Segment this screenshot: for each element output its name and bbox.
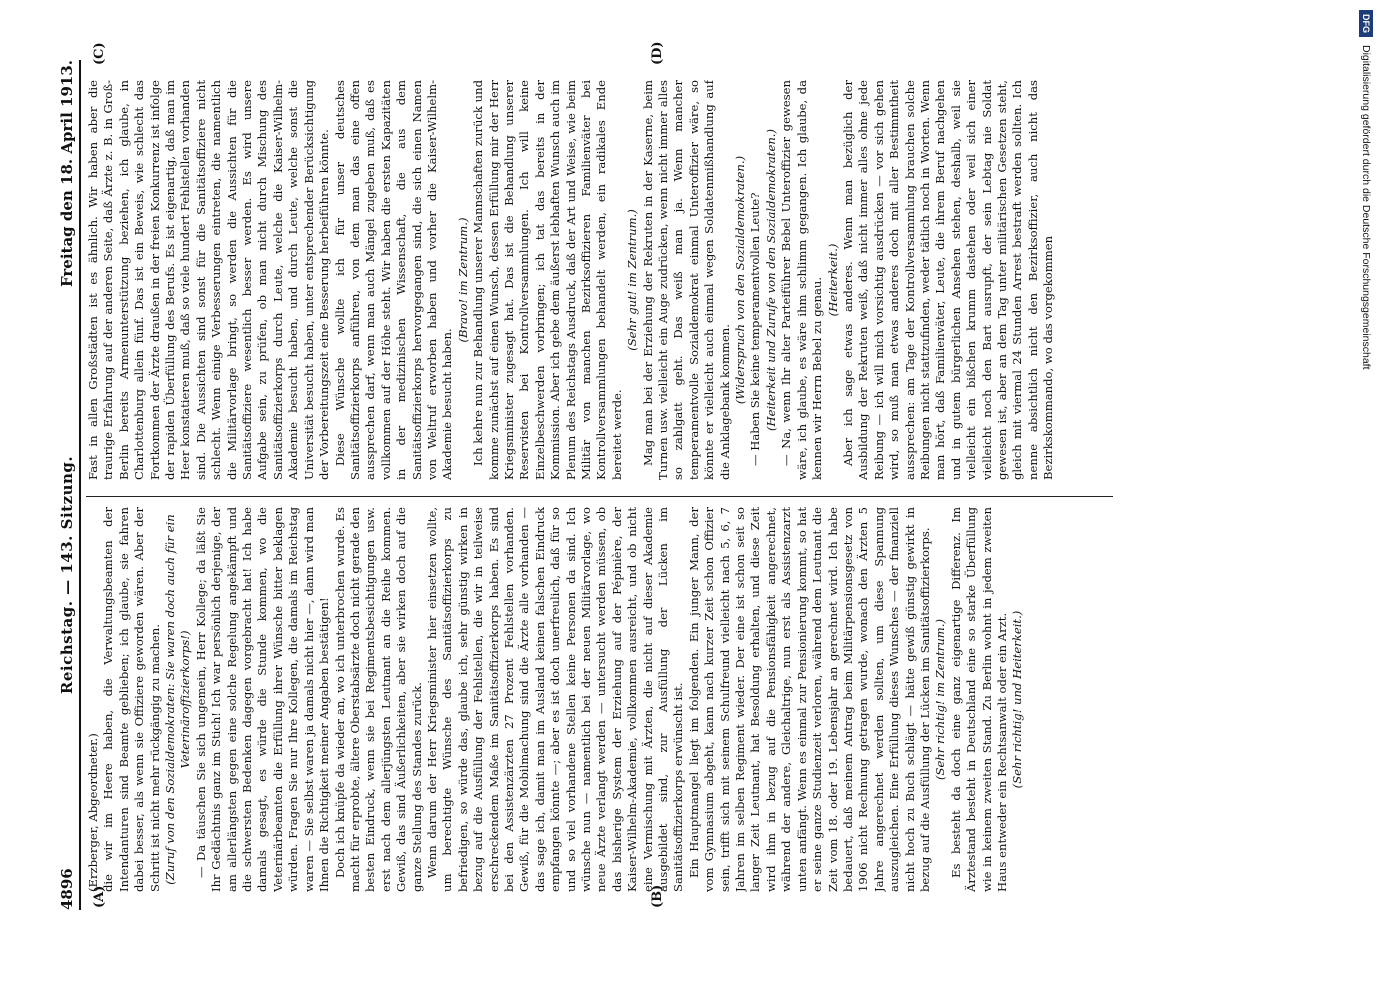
interjection: (Sehr richtig! im Zentrum.) bbox=[933, 619, 948, 781]
page-header bbox=[50, 60, 81, 910]
paragraph: Ich kehre nun zur Behandlung unserer Mannschaften zurück und komme zunächst auf einen Wunsch, dessen Erfüllung mir der Herr Kriegsminister zugesagt hat. Das ist die Behandlung unserer Reservisten bei Kontrollversammlungen. Ich will keine Einzelbeschwerden vorbringen; ich tat das bereits in der Kommission. Aber ich gebe dem äußerst lebhaften Wunsch auch im Plenum des Reichstags Ausdruck, daß der Art und Weise, wie beim Militär von manchen Bezirksoffizieren Familienväter bei Kontrollversammlungen behandelt werden, ein radikales Ende bereitet werde. bbox=[471, 80, 624, 480]
paragraph: Wenn darum der Herr Kriegsminister hier einsetzen wollte, um berechtigte Wünsche des Sanitätsoffizierkorps zu befriedigen, so würde das, glaube ich, sehr günstig wirken in bezug auf die Ausfüllung der Fehlstellen, die wir in teilweise erschreckendem Maße im Sanitätsoffizierkorps haben. Es sind bei den Assistenzärzten 27 Prozent Fehlstellen vorhanden. Gewiß, für die Mobilmachung sind die Ärzte alle vorhanden — das sage ich, damit man im Ausland keinen falschen Eindruck empfangen könnte —; aber es ist doch unerfreulich, daß für so und so viel vorhandene Stellen keine Personen da sind. Ich wünsche nun — namentlich bei der neuen Militärvorlage, wo neue Ärzte verlangt werden — untersucht werden müssen, ob das bisherige System der Erziehung auf der Pépinière, der Kaiser-Wilhelm-Akademie, vollkommen ausreicht, und ob nicht eine Vermischung mit Ärzten, die nicht auf dieser Akademie ausgebildet sind, zur Ausfüllung der Lücken im Sanitätsoffizierkorps erwünscht ist. bbox=[424, 507, 686, 892]
interjection: (Sehr richtig! und Heiterkeit.) bbox=[1010, 610, 1025, 789]
page-number: 4896 bbox=[58, 868, 76, 910]
digitization-credit bbox=[1355, 10, 1377, 990]
paragraph: Diese Wünsche wollte ich für unser deutsches Sanitätsoffizierkorps anführen, von dem man das eine offen aussprechen darf, wenn man auch Mängel zugeben muß, daß es vollkommen auf der Höhe steht. Wir haben die ersten Kapazitäten in der medizinischen Wissenschaft, die aus dem Sanitätsoffizierkorps hervorgegangen sind, die sich einen Namen von Weltruf erworben haben und vorher die Kaiser-Wilhelm-Akademie besucht haben. bbox=[332, 80, 455, 480]
session-title: Reichstag. — 143. Sitzung. bbox=[58, 455, 76, 695]
margin-marker-b: (B) bbox=[650, 884, 665, 908]
paragraph: — Haben Sie keine temperamentvollen Leute? bbox=[748, 192, 763, 466]
paragraph: Fast in allen Großstädten ist es ähnlich. Wir haben aber die traurige Erfahrung auf der anderen Seite, daß Ärzte z. B. in Groß-Berlin bereits Armenunterstützung beziehen, ich glaube, in Charlottenburg allein fünf. Das ist ein Beweis, wie schlecht das Fortkommen der Ärzte draußen in der freien Konkurrenz ist infolge der rapiden Überfüllung des Berufs. Es ist eigenartig, daß man im Heer konstatieren muß, daß so viele hundert Fehlstellen vorhanden sind. Die Aussichten sind sonst für die Sanitätsoffiziere nicht schlecht. Wenn einige Verbesserungen eintreten, die namentlich die Militärvorlage bringt, so werden die Aussichten für die Sanitätsoffiziere wesentlich besser werden. Es wird unsere Aufgabe sein, zu prüfen, ob man nicht durch Mischung des Sanitätsoffizierkorps durch Leute, welche die Kaiser-Wilhelm-Akademie besucht haben, und durch Leute, welche sonst die Universität besucht haben, unter entsprechender Berücksichtigung der Vorbereitungszeit eine Besserung herbeiführen könnte. bbox=[86, 80, 332, 480]
interjection: (Heiterkeit und Zurufe von den Sozialdemokraten.) bbox=[763, 128, 778, 432]
interjection: (Heiterkeit.) bbox=[825, 243, 840, 317]
right-text-column bbox=[86, 80, 1353, 480]
credit-text: Digitalisierung gefördert durch die Deutsche Forschungsgemeinschaft bbox=[1360, 45, 1372, 370]
margin-marker-d: (D) bbox=[650, 41, 665, 65]
session-date: Freitag den 18. April 1913. bbox=[58, 60, 76, 287]
interjection: (Widerspruch von den Sozialdemokraten.) bbox=[733, 155, 748, 405]
column-divider bbox=[86, 496, 1113, 497]
paragraph: — Da täuschen Sie sich ungemein, Herr Kollege; da läßt Sie Ihr Gedächtnis ganz im Stich! Ich war persönlich derjenige, der am allerlängsten gegen eine solche Regelung angekämpft und die schwersten Bedenken dagegen vorgebracht hat! Ich habe damals gesagt, es würde die Stunde kommen, wo die Veterinärbeamten die Erfüllung ihrer Wünsche bitter beklagen würden. Fragen Sie nur Ihre Kollegen, die damals im Reichstag waren — Sie selbst waren ja damals nicht hier —, dann wird man Ihnen die Richtigkeit meiner Angaben bestätigen! bbox=[193, 507, 332, 892]
paragraph: Doch ich knüpfe da wieder an, wo ich unterbrochen wurde. Es macht für erprobte, ältere Oberstabsärzte doch nicht gerade den besten Eindruck, wenn sie bei Regimentsbesichtigungen usw. erst nach dem allerjüngsten Leutnant an die Reihe kommen. Gewiß, das sind Äußerlichkeiten, aber sie wirken doch auf die ganze Stellung des Standes zurück. bbox=[332, 507, 424, 892]
paragraph: Ein Hauptmangel liegt im folgenden. Ein junger Mann, der vom Gymnasium abgeht, kann nach kurzer Zeit schon Offizier sein, trifft sich mit seinem Schulfreund vielleicht nach 5, 6, 7 Jahren im selben Regiment wieder. Der eine ist schon seit so langer Zeit Leutnant, hat Besoldung erhalten, und diese Zeit wird ihm in bezug auf die Pensionsfähigkeit angerechnet, während der andere, Gleichaltrige, nun erst als Assistenzarzt unten anfängt. Wenn es einmal zur Pensionierung kommt, so hat er seine ganze Studienzeit verloren, während dem Leutnant die Zeit vom 18. oder 19. Lebensjahr an gerechnet wird. Ich habe bedauert, daß meinem Antrag beim Militärpensionsgesetz von 1906 nicht Rechnung getragen wurde, wonach den Ärzten 5 Jahre angerechnet werden sollten, um diese Spannung auszugleichen. Eine Erfüllung dieses Wunsches — der finanziell nicht hoch zu Buch schlägt — hätte gewiß günstig gewirkt in bezug auf die Ausfüllung der Lücken im Sanitätsoffizierkorps. bbox=[686, 507, 932, 892]
dfg-logo: DFG bbox=[1359, 10, 1373, 37]
interjection: (Sehr gut! im Zentrum.) bbox=[625, 209, 640, 351]
interjection: (Zuruf von den Sozialdemokraten: Sie waren doch auch für ein Veterinäroffizierkorps!) bbox=[163, 514, 193, 885]
margin-marker-a: (A) bbox=[92, 885, 107, 908]
paragraph: (Erzberger, Abgeordneter.) bbox=[86, 733, 100, 892]
paragraph: Aber ich sage etwas anderes. Wenn man bezüglich der Ausbildung der Rekruten weiß, daß nicht immer alles ohne jede Reibung — ich will mich vorsichtig ausdrücken — vor sich gehen wird, so muß man etwas anderes doch mit aller Bestimmtheit aussprechen: am Tage der Kontrollversammlung brauchen solche Reibungen nicht stattzufinden, weder tätlich noch in Worten. Wenn man hört, daß Familienväter, Leute, die ihrem Beruf nachgehen und in gutem bürgerlichen Ansehen stehen, deshalb, weil sie vielleicht ein bißchen krumm dastehen oder weil sich einer vielleicht noch den Bart ausrupft, der sein Lebtag nie Soldat gewesen ist, aber an dem Tag unter militärischen Gesetzen steht, gleich mit viermal 24 Stunden Arrest bestraft werden sollten. Ich nenne absichtlich nicht den Bezirksoffizier, auch nicht das Bezirkskommando, wo das vorgekommen bbox=[840, 80, 1056, 480]
paragraph: die wir im Heere haben, die Verwaltungsbeamten der Intendanturen sind Beamte geblieben; ich glaube, sie fahren dabei besser, als wenn sie Offiziere geworden wären. Aber der Schritt ist nicht mehr rückgängig zu machen. bbox=[101, 507, 162, 892]
margin-marker-c: (C) bbox=[92, 42, 107, 65]
paragraph: — Na, wenn Ihr alter Parteiführer Bebel Unteroffizier gewesen wäre, ich glaube, es wäre ihm schlimm gegangen. Ich glaube, da kennen wir Herrn Bebel zu genau. bbox=[779, 80, 825, 480]
paragraph: Es besteht da doch eine ganz eigenartige Differenz. Im Ärztestand besteht in Deutschland eine so starke Überfüllung wie in keinem zweiten Stand. Zu Berlin wohnt in jedem zweiten Haus entweder ein Rechtsanwalt oder ein Arzt. bbox=[948, 507, 1009, 892]
interjection: (Bravo! im Zentrum.) bbox=[455, 217, 470, 343]
paragraph: Mag man bei der Erziehung der Rekruten in der Kaserne, beim Turnen usw. vielleicht ein Auge zudrücken, wenn nicht immer alles so zahlgatt geht. Das weiß man ja. Wenn mancher temperamentvolle Sozialdemokrat einmal Unteroffizier wäre, so könnte er vielleicht auch einmal wegen Soldatenmißhandlung auf die Anklagebank kommen. bbox=[640, 80, 732, 480]
left-text-column bbox=[86, 507, 1353, 892]
